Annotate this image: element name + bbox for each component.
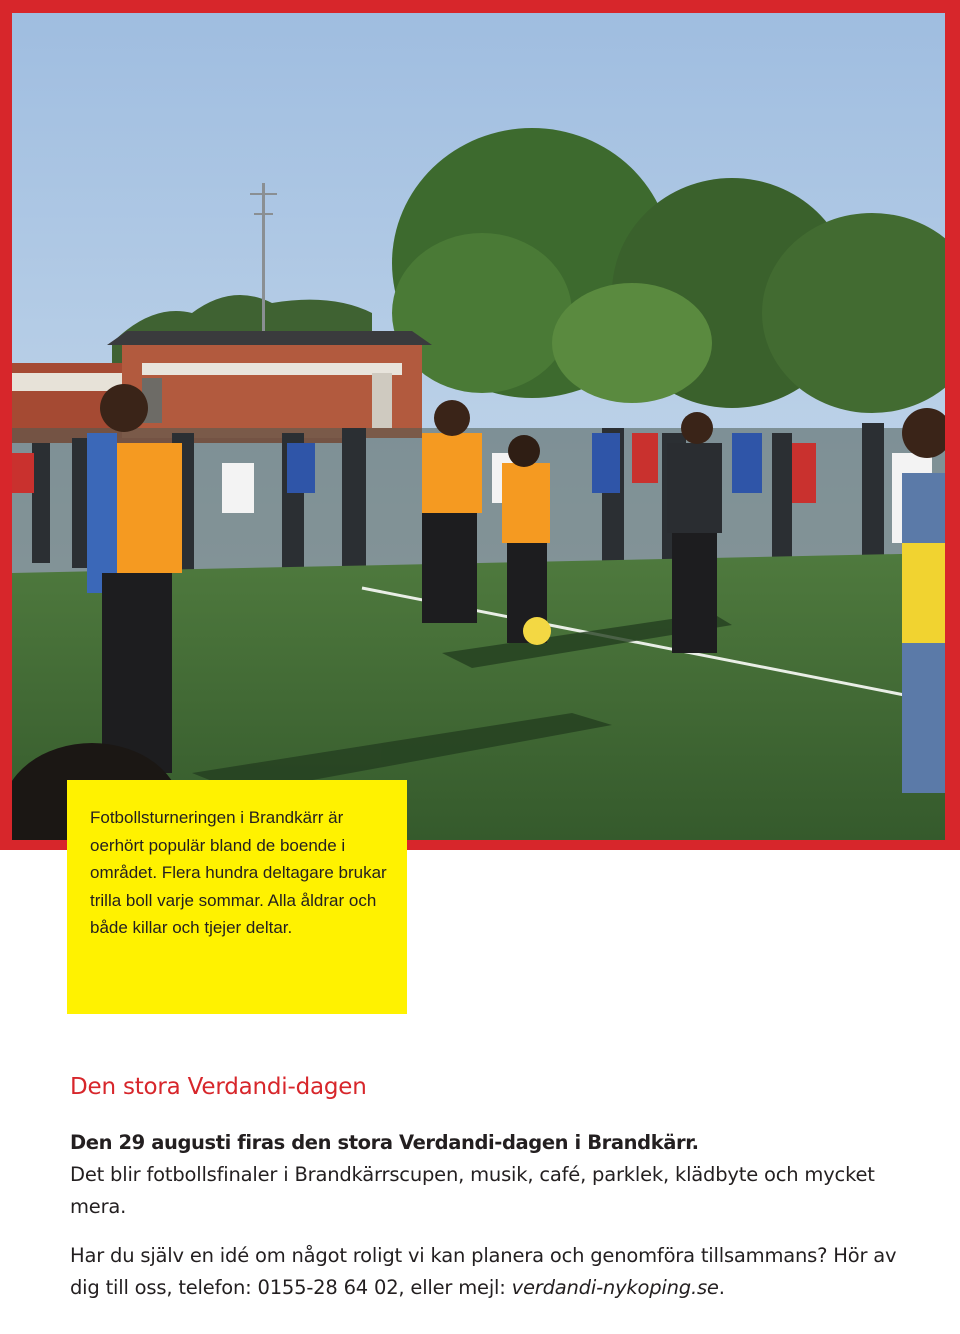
contact-end: . [718, 1276, 725, 1299]
section-heading: Den stora Verdandi-dagen [70, 1074, 367, 1100]
football-photo [12, 13, 945, 840]
caption-text: Fotbollsturneringen i Brandkärr är oerhört populär bland de boende i området. Flera hundra deltagare brukar trilla boll varje sommar. Alla åldrar och både killar och tjejer deltar. [90, 808, 387, 938]
football-field-photo-icon [12, 13, 945, 840]
contact-paragraph [70, 1240, 930, 1304]
article-body [70, 1127, 930, 1304]
details-paragraph: Det blir fotbollsfinaler i Brandkärrscupen, musik, café, parklek, klädbyte och mycket mera. [70, 1163, 875, 1218]
email-link[interactable]: verdandi-nykoping.se [511, 1276, 719, 1299]
contact-text: Har du själv en idé om något roligt vi kan planera och genomföra tillsammans? Hör av dig till oss, telefon: 0155-28 64 02, eller mejl: [70, 1244, 897, 1299]
caption-box [67, 780, 407, 1014]
lead-paragraph: Den 29 augusti firas den stora Verdandi-dagen i Brandkärr. [70, 1131, 699, 1154]
